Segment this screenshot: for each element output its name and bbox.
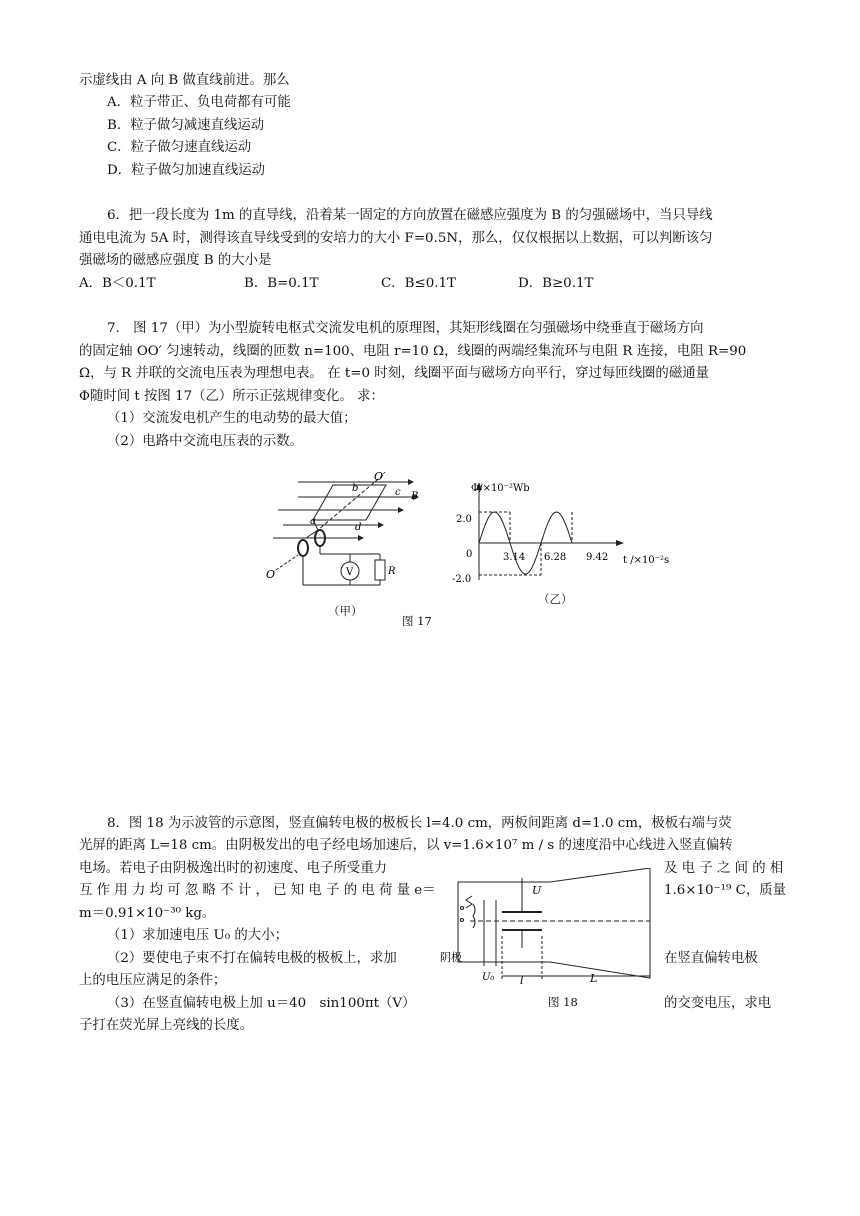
q6-line-2: 通电电流为 5A 时，测得该直导线受到的安培力的大小 F=0.5N，那么，仅仅根据以上数据，可以判断该匀	[79, 231, 713, 246]
q7-sub-2: （2）电路中交流电压表的示数。	[107, 434, 303, 449]
fig17-x-tick-3: 9.42	[586, 552, 609, 563]
q8-left-1: 电场。若电子由阴极逸出时的初速度、电子所受重力	[79, 861, 387, 876]
q6-option-c: C．B≤0.1T	[381, 276, 456, 291]
q5-option-b: B．粒子做匀减速直线运动	[107, 118, 265, 133]
q7-line-1: 7. 图 17（甲）为小型旋转电枢式交流发电机的原理图，其矩形线圈在匀强磁场中绕垂直于磁场方向	[107, 321, 704, 336]
fig18-label-l-long: L	[590, 972, 598, 985]
fig17-label-b: b	[352, 483, 359, 494]
q7-sub-1: （1）交流发电机产生的电动势的最大值；	[107, 411, 357, 426]
fig17-label-d: d	[355, 522, 362, 533]
fig18-label-u0: U₀	[482, 972, 495, 983]
q8-left-4: （1）求加速电压 U₀ 的大小；	[107, 928, 288, 943]
q8-left-6: 上的电压应满足的条件；	[79, 973, 227, 988]
q8-left-8: 子打在荧光屏上亮线的长度。	[79, 1018, 254, 1033]
q8-right-4: 的交变电压，求电	[664, 996, 772, 1011]
fig17-label-o-prime: O′	[374, 470, 386, 483]
fig18-label-u: U	[532, 884, 542, 897]
q8-left-5: （2）要使电子束不打在偏转电极的极板上，求加	[107, 951, 397, 966]
q5-option-d: D．粒子做匀加速直线运动	[107, 163, 266, 178]
q7-line-4: Φ随时间 t 按图 17（乙）所示正弦规律变化。 求：	[79, 389, 384, 404]
fig18-label-cathode: 阴极	[440, 951, 462, 964]
fig17-caption: 图 17	[402, 614, 432, 628]
fig17-right-caption: （乙）	[538, 592, 573, 606]
q8-right-3: 在竖直偏转电极	[664, 951, 758, 966]
figure-18-oscilloscope-diagram	[440, 868, 660, 988]
q8-right-2: 1.6×10⁻¹⁹ C，质量	[664, 883, 787, 898]
q5-stem-tail: 示虚线由 A 向 B 做直线前进。那么	[79, 73, 290, 88]
q6-line-1: 6．把一段长度为 1m 的直导线，沿着某一固定的方向放置在磁感应强度为 B 的匀强磁场中，当只导线	[107, 208, 713, 223]
q6-options	[79, 275, 593, 293]
q8-line-2: 光屏的距离 L=18 cm。由阴极发出的电子经电场加速后，以 v=1.6×10⁷ m / s 的速度沿中心线进入竖直偏转	[79, 838, 733, 853]
fig17-y-tick-top: 2.0	[456, 514, 472, 525]
q7-line-3: Ω，与 R 并联的交流电压表为理想电表。 在 t=0 时刻，线圈平面与磁场方向平行，穿过每匝线圈的磁通量	[79, 366, 709, 381]
q8-line-1: 8．图 18 为示波管的示意图，竖直偏转电极的极板长 l=4.0 cm，两板间距离 d=1.0 cm，极板右端与荧	[107, 816, 732, 831]
fig17-label-a: a	[310, 516, 316, 527]
fig18-label-l-short: l	[520, 974, 524, 987]
q8-left-7: （3）在竖直偏转电极上加 u＝40 sin100πt（V）	[107, 996, 416, 1011]
fig17-resistor-label: R	[388, 566, 396, 577]
q5-option-c: C．粒子做匀速直线运动	[107, 140, 252, 155]
q6-option-a: A．B＜0.1T	[79, 276, 156, 291]
fig17-x-axis-label: t /×10⁻²s	[623, 555, 670, 566]
fig17-x-tick-1: 3.14	[503, 552, 526, 563]
fig17-y-tick-bottom: -2.0	[452, 574, 472, 585]
figure-17-generator-diagram	[258, 470, 428, 620]
q7-line-2: 的固定轴 OO′ 匀速转动，线圈的匝数 n=100、电阻 r=10 Ω，线圈的两端经集流环与电阻 R 连接，电阻 R=90	[79, 344, 747, 359]
fig17-voltmeter-label: V	[346, 567, 354, 578]
fig17-y-axis-label: Φ/×10⁻²Wb	[471, 483, 530, 494]
fig17-left-caption: （甲）	[328, 604, 363, 618]
q6-option-b: B．B=0.1T	[244, 276, 319, 291]
fig17-label-c: c	[395, 487, 401, 498]
fig17-label-o: O	[266, 568, 276, 581]
q6-option-d: D．B≥0.1T	[518, 276, 594, 291]
q8-left-3: m＝0.91×10⁻³⁰ kg。	[79, 906, 216, 921]
q6-line-3: 强磁场的磁感应强度 B 的大小是	[79, 253, 272, 268]
figure-17-flux-graph	[446, 478, 676, 588]
fig17-label-b-field: B	[411, 491, 419, 502]
fig18-caption: 图 18	[548, 995, 578, 1009]
fig17-x-tick-2: 6.28	[544, 552, 567, 563]
q5-option-a: A．粒子带正、负电荷都有可能	[107, 95, 291, 110]
q8-right-1: 及 电 子 之 间 的 相	[664, 861, 784, 876]
q8-left-2: 互 作 用 力 均 可 忽 略 不 计 ， 已 知 电 子 的 电 荷 量 e＝	[79, 883, 436, 898]
fig17-y-tick-zero: 0	[466, 549, 473, 560]
